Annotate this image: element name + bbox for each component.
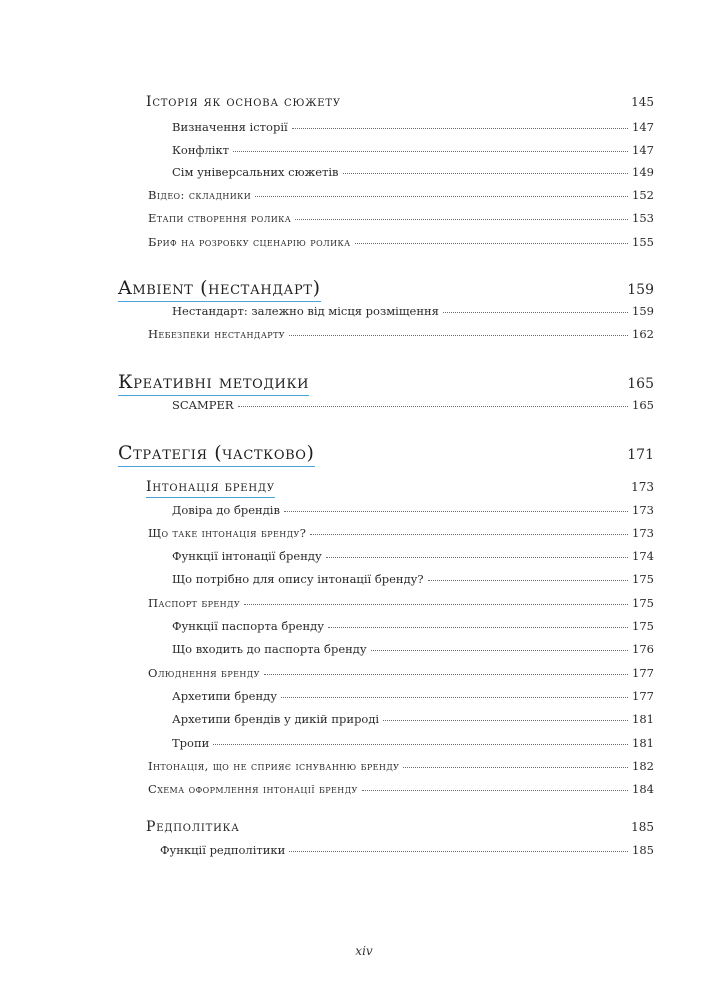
toc-entry-title: Архетипи брендів у дикій природі [172,712,380,726]
toc-page-number: 181 [632,712,654,726]
toc-entry-title: Що входить до паспорта бренду [172,642,367,656]
toc-entry-title: Функції редполітики [160,843,286,857]
toc-entry[interactable] [118,277,654,302]
dot-leader [383,720,628,721]
dot-leader [233,151,628,152]
dot-leader [328,627,628,628]
toc-entry[interactable] [172,398,654,412]
toc-page-number: 182 [632,759,654,773]
toc-entry-title: Сім універсальних сюжетів [172,165,339,179]
dot-leader [362,790,628,791]
toc-entry[interactable] [160,843,654,857]
toc-page-number: 149 [632,165,654,179]
toc-section-title: Схема оформлення інтонації бренду [148,782,358,796]
toc-entry[interactable] [148,666,654,680]
toc-page-number: 159 [627,282,654,298]
dot-leader [355,243,629,244]
toc-entry[interactable] [118,442,654,467]
toc-page-number: 185 [632,843,654,857]
toc-entry[interactable] [172,304,654,318]
dot-leader [428,580,628,581]
dot-leader [443,312,628,313]
toc-entry[interactable] [172,503,654,517]
toc-entry[interactable] [148,526,654,540]
toc-section-title: Що таке інтонація бренду? [148,526,307,540]
toc-page-number: 162 [632,327,654,341]
toc-page-number: 173 [632,526,654,540]
dot-leader [289,335,628,336]
toc-entry[interactable] [148,759,654,773]
dot-leader [244,604,628,605]
dot-leader [213,744,628,745]
toc-entry-title: Конфлікт [172,143,230,157]
toc-page-number: 175 [632,619,654,633]
toc-entry[interactable] [148,188,654,202]
toc-page-number: 175 [632,572,654,586]
toc-entry[interactable] [172,712,654,726]
toc-page-number: 155 [632,235,654,249]
toc-entry[interactable] [148,235,654,249]
dot-leader [255,196,628,197]
dot-leader [292,128,628,129]
toc-part-title: Стратегія (частково) [118,442,315,467]
toc-entry[interactable] [146,819,654,835]
page-number-footer: xiv [355,944,373,958]
toc-section-title: Інтонація, що не сприяє існуванню бренду [148,759,400,773]
toc-section-title: Етапи створення ролика [148,211,292,225]
dot-leader [371,650,628,651]
toc-page-number: 152 [632,188,654,202]
toc-entry-title: Функції інтонації бренду [172,549,322,563]
toc-entry-title: Що потрібно для опису інтонації бренду? [172,572,424,586]
toc-page-number: 165 [627,376,654,392]
dot-leader [326,557,628,558]
toc-page-number: 177 [632,666,654,680]
toc-entry[interactable] [172,143,654,157]
toc-entry-title: Тропи [172,736,210,750]
toc-page-number: 147 [632,120,654,134]
toc-entry[interactable] [146,479,654,498]
toc-section-title: Олюднення бренду [148,666,260,680]
toc-entry[interactable] [146,94,654,110]
dot-leader [310,534,628,535]
toc-entry[interactable] [148,782,654,796]
toc-page-number: 173 [632,503,654,517]
dot-leader [295,219,628,220]
toc-chapter-title: Редполітика [146,819,240,835]
toc-page-number: 185 [631,820,654,834]
toc-page-number: 176 [632,642,654,656]
toc-part-title: Креативні методики [118,371,309,396]
toc-page-number: 153 [632,211,654,225]
dot-leader [403,767,628,768]
toc-page-number: 145 [631,95,654,109]
toc-entry[interactable] [172,736,654,750]
toc-entry-title: Архетипи бренду [172,689,277,703]
toc-entry[interactable] [118,371,654,396]
toc-entry[interactable] [148,211,654,225]
toc-entry-title: Функції паспорта бренду [172,619,324,633]
toc-chapter-title: Інтонація бренду [146,479,275,498]
dot-leader [343,173,629,174]
dot-leader [289,851,628,852]
toc-page-number: 147 [632,143,654,157]
dot-leader [238,406,628,407]
toc-entry-title: Довіра до брендів [172,503,280,517]
toc-entry-title: Нестандарт: залежно від місця розміщення [172,304,439,318]
dot-leader [284,511,628,512]
toc-entry[interactable] [172,572,654,586]
toc-section-title: Паспорт бренду [148,596,241,610]
toc-part-title: Ambient (нестандарт) [118,277,321,302]
toc-entry[interactable] [172,120,654,134]
toc-page-number: 184 [632,782,654,796]
toc-page-number: 174 [632,549,654,563]
toc-entry[interactable] [148,327,654,341]
toc-page-number: 171 [627,447,654,463]
dot-leader [281,697,628,698]
toc-page-number: 159 [632,304,654,318]
toc-entry[interactable] [172,165,654,179]
toc-entry[interactable] [148,596,654,610]
toc-section-title: Бриф на розробку сценарію ролика [148,235,351,249]
toc-entry[interactable] [172,549,654,563]
toc-chapter-title: Історія як основа сюжету [146,94,341,110]
toc-page-number: 165 [632,398,654,412]
dot-leader [264,674,628,675]
toc-page-number: 173 [631,480,654,494]
toc-entry[interactable] [172,619,654,633]
toc-section-title: Небезпеки нестандарту [148,327,285,341]
toc-page-number: 181 [632,736,654,750]
toc-page-number: 177 [632,689,654,703]
toc-section-title: Відео: складники [148,188,252,202]
toc-entry[interactable] [172,689,654,703]
toc-page-number: 175 [632,596,654,610]
toc-entry-title: SCAMPER [172,398,234,412]
toc-entry-title: Визначення історії [172,120,288,134]
toc-entry[interactable] [172,642,654,656]
